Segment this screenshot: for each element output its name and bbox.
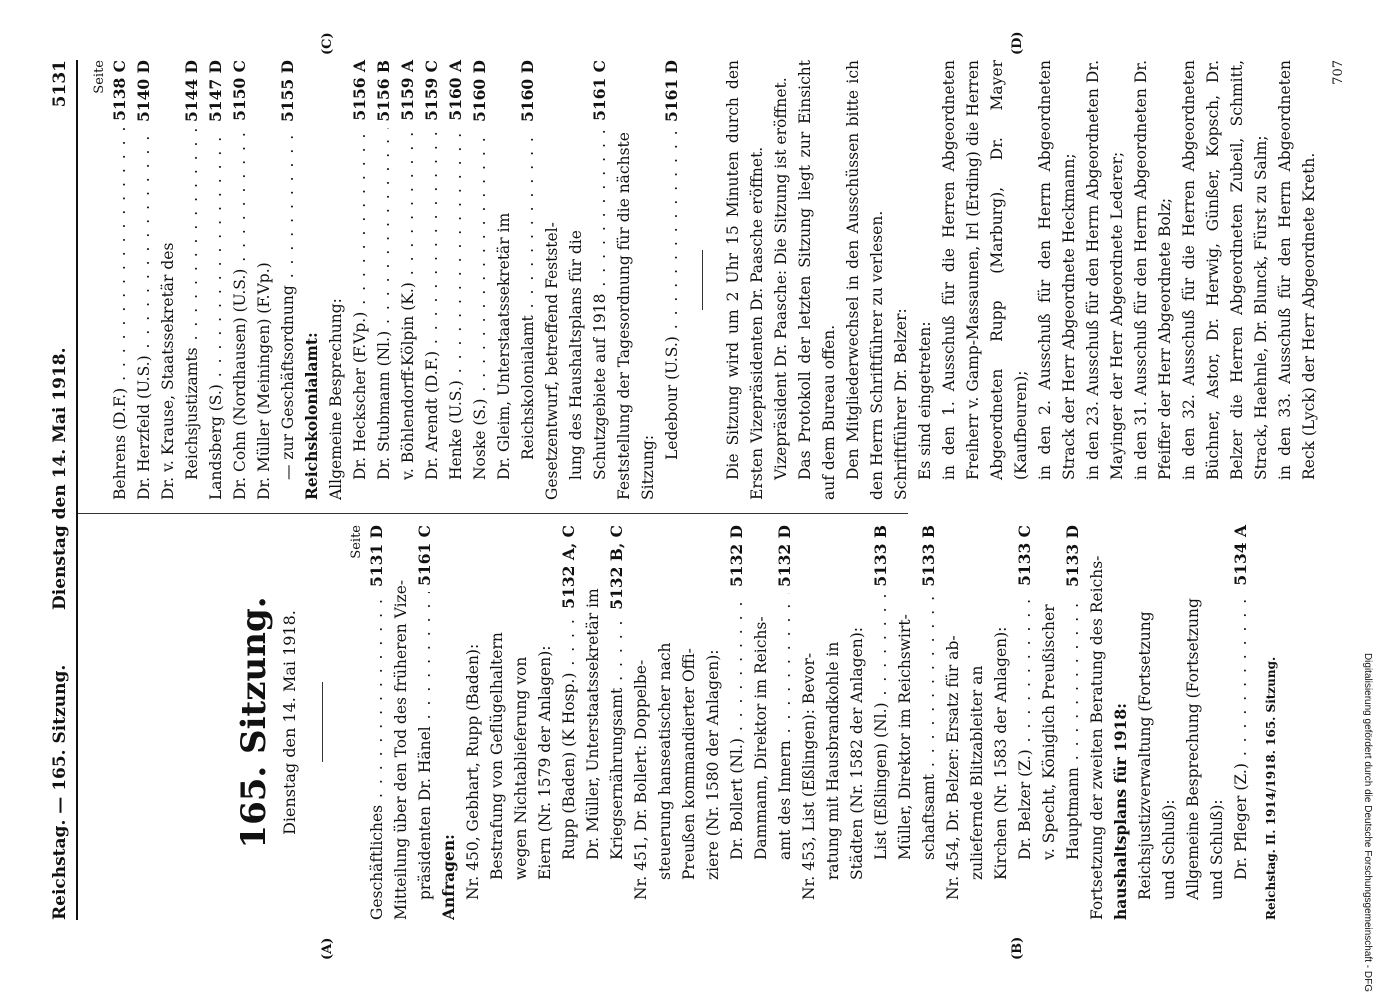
toc-row (156, 60, 180, 500)
toc-row (605, 525, 629, 920)
proceedings-paragraph: Die Sitzung wird um 2 Uhr 15 Minuten durch den Ersten Vizepräsidenten Dr. Paasche eröffnet. (724, 60, 766, 500)
toc-row (1085, 525, 1109, 920)
toc-entry-text: List (Eßlingen) (Nl.) . . . (869, 593, 893, 860)
toc-entry-text: schaftsamt . . . (917, 593, 941, 860)
toc-page-ref: 5160 A (446, 60, 465, 121)
toc-page-ref: 5161 C (590, 60, 609, 121)
toc-row (461, 525, 485, 920)
toc-row (588, 60, 612, 500)
toc-page-ref: 5161 D (662, 60, 681, 122)
toc-page-ref: 5147 D (206, 60, 225, 122)
volume-footer: Reichstag. II. 1914/1918. 165. Sitzung. (1264, 656, 1278, 920)
toc-row (444, 60, 468, 500)
right-toc (108, 60, 684, 500)
toc-row (581, 525, 605, 920)
session-title: 165. Sitzung. (234, 596, 274, 849)
toc-row (324, 60, 348, 500)
toc-entry-text: Reichsjustizverwaltung (Fortsetzung (1136, 611, 1154, 900)
toc-row (1133, 525, 1157, 920)
header-left: Reichstag. — 165. Sitzung. (50, 664, 70, 920)
toc-entry-text: Mitteilung über den Tod des früheren Vize- (392, 579, 410, 920)
toc-page-ref: 5160 D (470, 60, 489, 122)
toc-entry-text: Reichsjustizamts . . . (180, 128, 204, 480)
margin-mark-b: (B) (1010, 936, 1025, 960)
proceedings-paragraph: in den 32. Ausschuß für die Herren Abgeordneten Büchner, Astor, Dr. Herwig, Günßer, Kopsch, Dr. Belzer die Herren Abgeordneten Zubeil, Schmitt, Strack, Haehnle, Dr. Blunck, Fürst zu Salm; (1180, 60, 1270, 480)
toc-row (540, 60, 564, 500)
toc-row (636, 60, 660, 500)
proceedings-paragraph: Es sind eingetreten: (916, 321, 934, 480)
toc-row (252, 60, 276, 500)
right-column (92, 60, 1351, 500)
toc-entry-text: Fortsetzung der zweiten Beratung des Reichs- (1088, 555, 1106, 920)
toc-row (180, 60, 204, 500)
toc-row (389, 525, 413, 920)
toc-entry-text: Noske (S.) . . . (468, 128, 492, 480)
toc-entry-text: Landsberg (S.) . . . (204, 128, 228, 500)
toc-row (629, 525, 653, 920)
toc-row (132, 60, 156, 500)
toc-page-ref: 5155 D (278, 60, 297, 122)
toc-entry-text: Städten (Nr. 1582 der Anlagen): (848, 626, 866, 880)
toc-entry-text: Behrens (D.F.) . . . (108, 127, 132, 500)
proceedings-paragraph: Schriftführer Dr. Belzer: (892, 308, 910, 500)
toc-row (468, 60, 492, 500)
proceedings-paragraph: in den 23. Ausschuß für den Herrn Abgeordneten Dr. Mayinger der Herr Abgeordnete Lederer; (1084, 60, 1126, 480)
running-header (44, 60, 74, 920)
toc-row (1181, 525, 1205, 920)
toc-page-ref: 5150 C (230, 60, 249, 121)
toc-entry-text: zuliefernde Blitzableiter an (968, 665, 986, 880)
toc-page-ref: 5159 C (422, 60, 441, 121)
toc-entry-text: Dr. Belzer (Z.) . . . (1013, 592, 1037, 860)
toc-row (653, 525, 677, 920)
toc-entry-text: steuerung hanseatischer nach (656, 642, 674, 880)
toc-page-ref: 5138 C (110, 60, 129, 121)
toc-row (1061, 525, 1085, 920)
toc-row (941, 525, 965, 920)
toc-row (845, 525, 869, 920)
toc-row (917, 525, 941, 920)
seite-label-left: Seite (349, 525, 364, 559)
margin-mark-a: (A) (320, 937, 335, 960)
toc-entry-text: wegen Nichtablieferung von (512, 656, 530, 880)
toc-entry-text: haushaltsplans für 1918: (1111, 703, 1130, 920)
toc-row (1205, 525, 1229, 920)
toc-row (228, 60, 252, 500)
toc-row (420, 60, 444, 500)
toc-row (612, 60, 636, 500)
toc-page-ref: 5133 B (919, 525, 938, 587)
proceedings-paragraph: in den 1. Ausschuß für die Herren Abgeordneten Freiherr v. Gamp-Massaunen, Irl (Erding) die Herren Abgeordneten Rupp (Marburg), Dr. Mayer (Kaufbeuren); (940, 60, 1030, 480)
toc-entry-text: Ledebour (U.S.) . . . (660, 128, 684, 460)
toc-row (509, 525, 533, 920)
toc-entry-text: Dr. Arendt (D.F.) . . . (420, 127, 444, 480)
proceedings-text (721, 60, 1321, 500)
toc-row (437, 525, 461, 920)
toc-entry-text: Dr. Herzfeld (U.S.) . . . (132, 128, 156, 500)
toc-entry-text: Nr. 453, List (Eßlingen): Bevor- (800, 652, 818, 900)
toc-entry-text: Feststellung der Tagesordnung für die nächste (615, 132, 633, 500)
toc-entry-text: präsidenten Dr. Hänel . . . (413, 592, 437, 900)
toc-entry-text: v. Böhlendorff-Kölpin (K.) . . . (396, 127, 420, 480)
toc-page-ref: 5159 A (398, 60, 417, 121)
toc-row (204, 60, 228, 500)
toc-entry-text: Dr. Pfleger (Z.) . . . (1229, 592, 1253, 880)
toc-row (893, 525, 917, 920)
margin-mark-d: (D) (1010, 31, 1025, 55)
toc-entry-text: Dr. Bollert (Nl.) . . . (725, 593, 749, 860)
toc-row (701, 525, 725, 920)
toc-entry-text: Anfragen: (439, 834, 458, 920)
toc-page-ref: 5140 D (134, 60, 153, 122)
toc-entry-text: ratung mit Hausbrandkohle in (824, 641, 842, 880)
toc-entry-text: Müller, Direktor im Reichswirt- (896, 614, 914, 860)
toc-row (365, 525, 389, 920)
toc-page-ref: 5132 A, C (559, 525, 578, 609)
toc-row (773, 525, 797, 920)
toc-row (1157, 525, 1181, 920)
toc-row (108, 60, 132, 500)
header-rule (76, 60, 78, 920)
proceedings-paragraph: in den 33. Ausschuß für den Herrn Abgeordneten Reck (Lyck) der Herr Abgeordnete Kreth. (1276, 60, 1318, 480)
toc-row (564, 60, 588, 500)
toc-entry-text: Reichskolonialamt . . . (516, 128, 540, 460)
toc-entry-text: Hauptmann . . . (1061, 593, 1085, 860)
sheet-number: 707 (1331, 60, 1346, 85)
toc-entry-text: Dr. Gleim, Unterstaatssekretär im (495, 212, 513, 480)
toc-entry-text: lung des Haushaltsplans für die (567, 230, 585, 480)
session-date: Dienstag den 14. Mai 1918. (280, 610, 299, 835)
toc-row (492, 60, 516, 500)
toc-row (821, 525, 845, 920)
toc-entry-text: Dr. Müller, Unterstaatssekretär im (584, 588, 602, 860)
toc-row (516, 60, 540, 500)
proceedings-paragraph: in den 31. Ausschuß für den Herrn Abgeordneten Dr. Pfeiffer der Herr Abgeordnete Bolz; (1132, 60, 1174, 480)
toc-page-ref: 5156 B (374, 60, 393, 122)
toc-row (725, 525, 749, 920)
header-page-number: 5131 (50, 60, 70, 108)
toc-row (557, 525, 581, 920)
toc-page-ref: 5133 B (871, 525, 890, 587)
proceedings-paragraph: in den 2. Ausschuß für den Herrn Abgeordneten Strack der Herr Abgeordnete Heckmann; (1036, 60, 1078, 480)
toc-entry-text: Kriegsernährungsamt . . . (605, 616, 629, 860)
toc-entry-text: Nr. 450, Gebhart, Rupp (Baden): (464, 643, 482, 900)
toc-row (749, 525, 773, 920)
toc-entry-text: Dr. Cohn (Nordhausen) (U.S.) . . . (228, 127, 252, 500)
toc-entry-text: Allgemeine Besprechung (Fortsetzung (1184, 598, 1202, 900)
toc-row (797, 525, 821, 920)
toc-entry-text: Nr. 454, Dr. Belzer: Ersatz für ab- (944, 635, 962, 900)
toc-page-ref: 5134 A (1231, 525, 1250, 586)
toc-page-ref: 5161 C (415, 525, 434, 586)
margin-mark-c: (C) (320, 32, 335, 55)
toc-entry-text: Allgemeine Besprechung: (327, 298, 345, 500)
toc-page-ref: 5131 D (367, 525, 386, 587)
toc-entry-text: Dr. v. Krause, Staatssekretär des (159, 242, 177, 500)
toc-row (1037, 525, 1061, 920)
toc-page-ref: 5160 D (518, 60, 537, 122)
toc-row (348, 60, 372, 500)
toc-entry-text: Nr. 451, Dr. Bollert: Doppelbe- (632, 659, 650, 900)
toc-entry-text: Kirchen (Nr. 1583 der Anlagen): (992, 626, 1010, 880)
proceedings-paragraph: Den Mitgliederwechsel in den Ausschüssen bitte ich den Herrn Schriftführer zu verlesen. (844, 60, 886, 500)
toc-row (413, 525, 437, 920)
proceedings-paragraph: Das Protokoll der letzten Sitzung liegt zur Einsicht auf dem Bureau offen. (796, 60, 838, 500)
section-rule (702, 250, 703, 310)
toc-row (677, 525, 701, 920)
proceedings-paragraph: Vizepräsident Dr. Paasche: Die Sitzung ist eröffnet. (772, 77, 790, 480)
toc-row (660, 60, 684, 500)
toc-entry-text: Gesetzentwurf, betreffend Feststel- (543, 222, 561, 500)
toc-row (1013, 525, 1037, 920)
header-center: Dienstag den 14. Mai 1918. (50, 347, 70, 610)
left-toc (365, 525, 1253, 920)
toc-row (533, 525, 557, 920)
toc-row (965, 525, 989, 920)
toc-entry-text: Geschäftliches . . . (365, 593, 389, 920)
toc-row (276, 60, 300, 500)
toc-entry-text: Sitzung: (639, 434, 657, 500)
toc-entry-text: Dr. Stubmann (Nl.) . . . (372, 128, 396, 480)
digitization-strip (1357, 8, 1377, 992)
toc-entry-text: Bestrafung von Geflügelhaltern (488, 632, 506, 880)
toc-entry-text: — zur Geschäftsordnung . . . (276, 128, 300, 480)
toc-row (372, 60, 396, 500)
column-divider (78, 513, 908, 514)
toc-entry-text: ziere (Nr. 1580 der Anlagen): (704, 649, 722, 880)
toc-page-ref: 5132 B, C (607, 525, 626, 610)
toc-row (869, 525, 893, 920)
toc-entry-text: Dammann, Direktor im Reichs- (752, 616, 770, 860)
toc-entry-text: und Schluß): (1160, 799, 1178, 900)
toc-page-ref: 5133 C (1015, 525, 1034, 586)
toc-page-ref: 5132 D (727, 525, 746, 587)
toc-page-ref: 5144 D (182, 60, 201, 122)
toc-row (396, 60, 420, 500)
seite-label-right: Seite (92, 60, 107, 94)
toc-entry-text: Dr. Heckscher (F.Vp.) . . . (348, 127, 372, 480)
toc-entry-text: v. Specht, Königlich Preußischer (1040, 604, 1058, 860)
toc-entry-text: und Schluß): (1208, 799, 1226, 900)
toc-row (989, 525, 1013, 920)
toc-entry-text: Eiern (Nr. 1579 der Anlagen): (536, 645, 554, 880)
toc-entry-text: Schutzgebiete auf 1918 . . . (588, 127, 612, 480)
title-rule (322, 683, 323, 763)
toc-entry-text: Preußen kommandierter Offi- (680, 648, 698, 880)
digitization-note: Digitalisierung gefördert durch die Deutsche Forschungsgemeinschaft - DFG (1362, 652, 1373, 992)
toc-row (485, 525, 509, 920)
toc-row (300, 60, 324, 500)
left-column (92, 525, 1283, 920)
toc-page-ref: 5156 A (350, 60, 369, 121)
toc-page-ref: 5133 D (1063, 525, 1082, 587)
toc-row (1229, 525, 1253, 920)
toc-entry-text: amt des Innern . . . (773, 593, 797, 860)
toc-row (1109, 525, 1133, 920)
toc-entry-text: Rupp (Baden) (K Hosp.) . . . (557, 615, 581, 860)
toc-page-ref: 5132 D (775, 525, 794, 587)
toc-entry-text: Henke (U.S.) . . . (444, 127, 468, 480)
toc-entry-text: Reichskolonialamt: (302, 332, 321, 500)
toc-entry-text: Dr. Müller (Meiningen) (F.Vp.) (255, 262, 273, 500)
